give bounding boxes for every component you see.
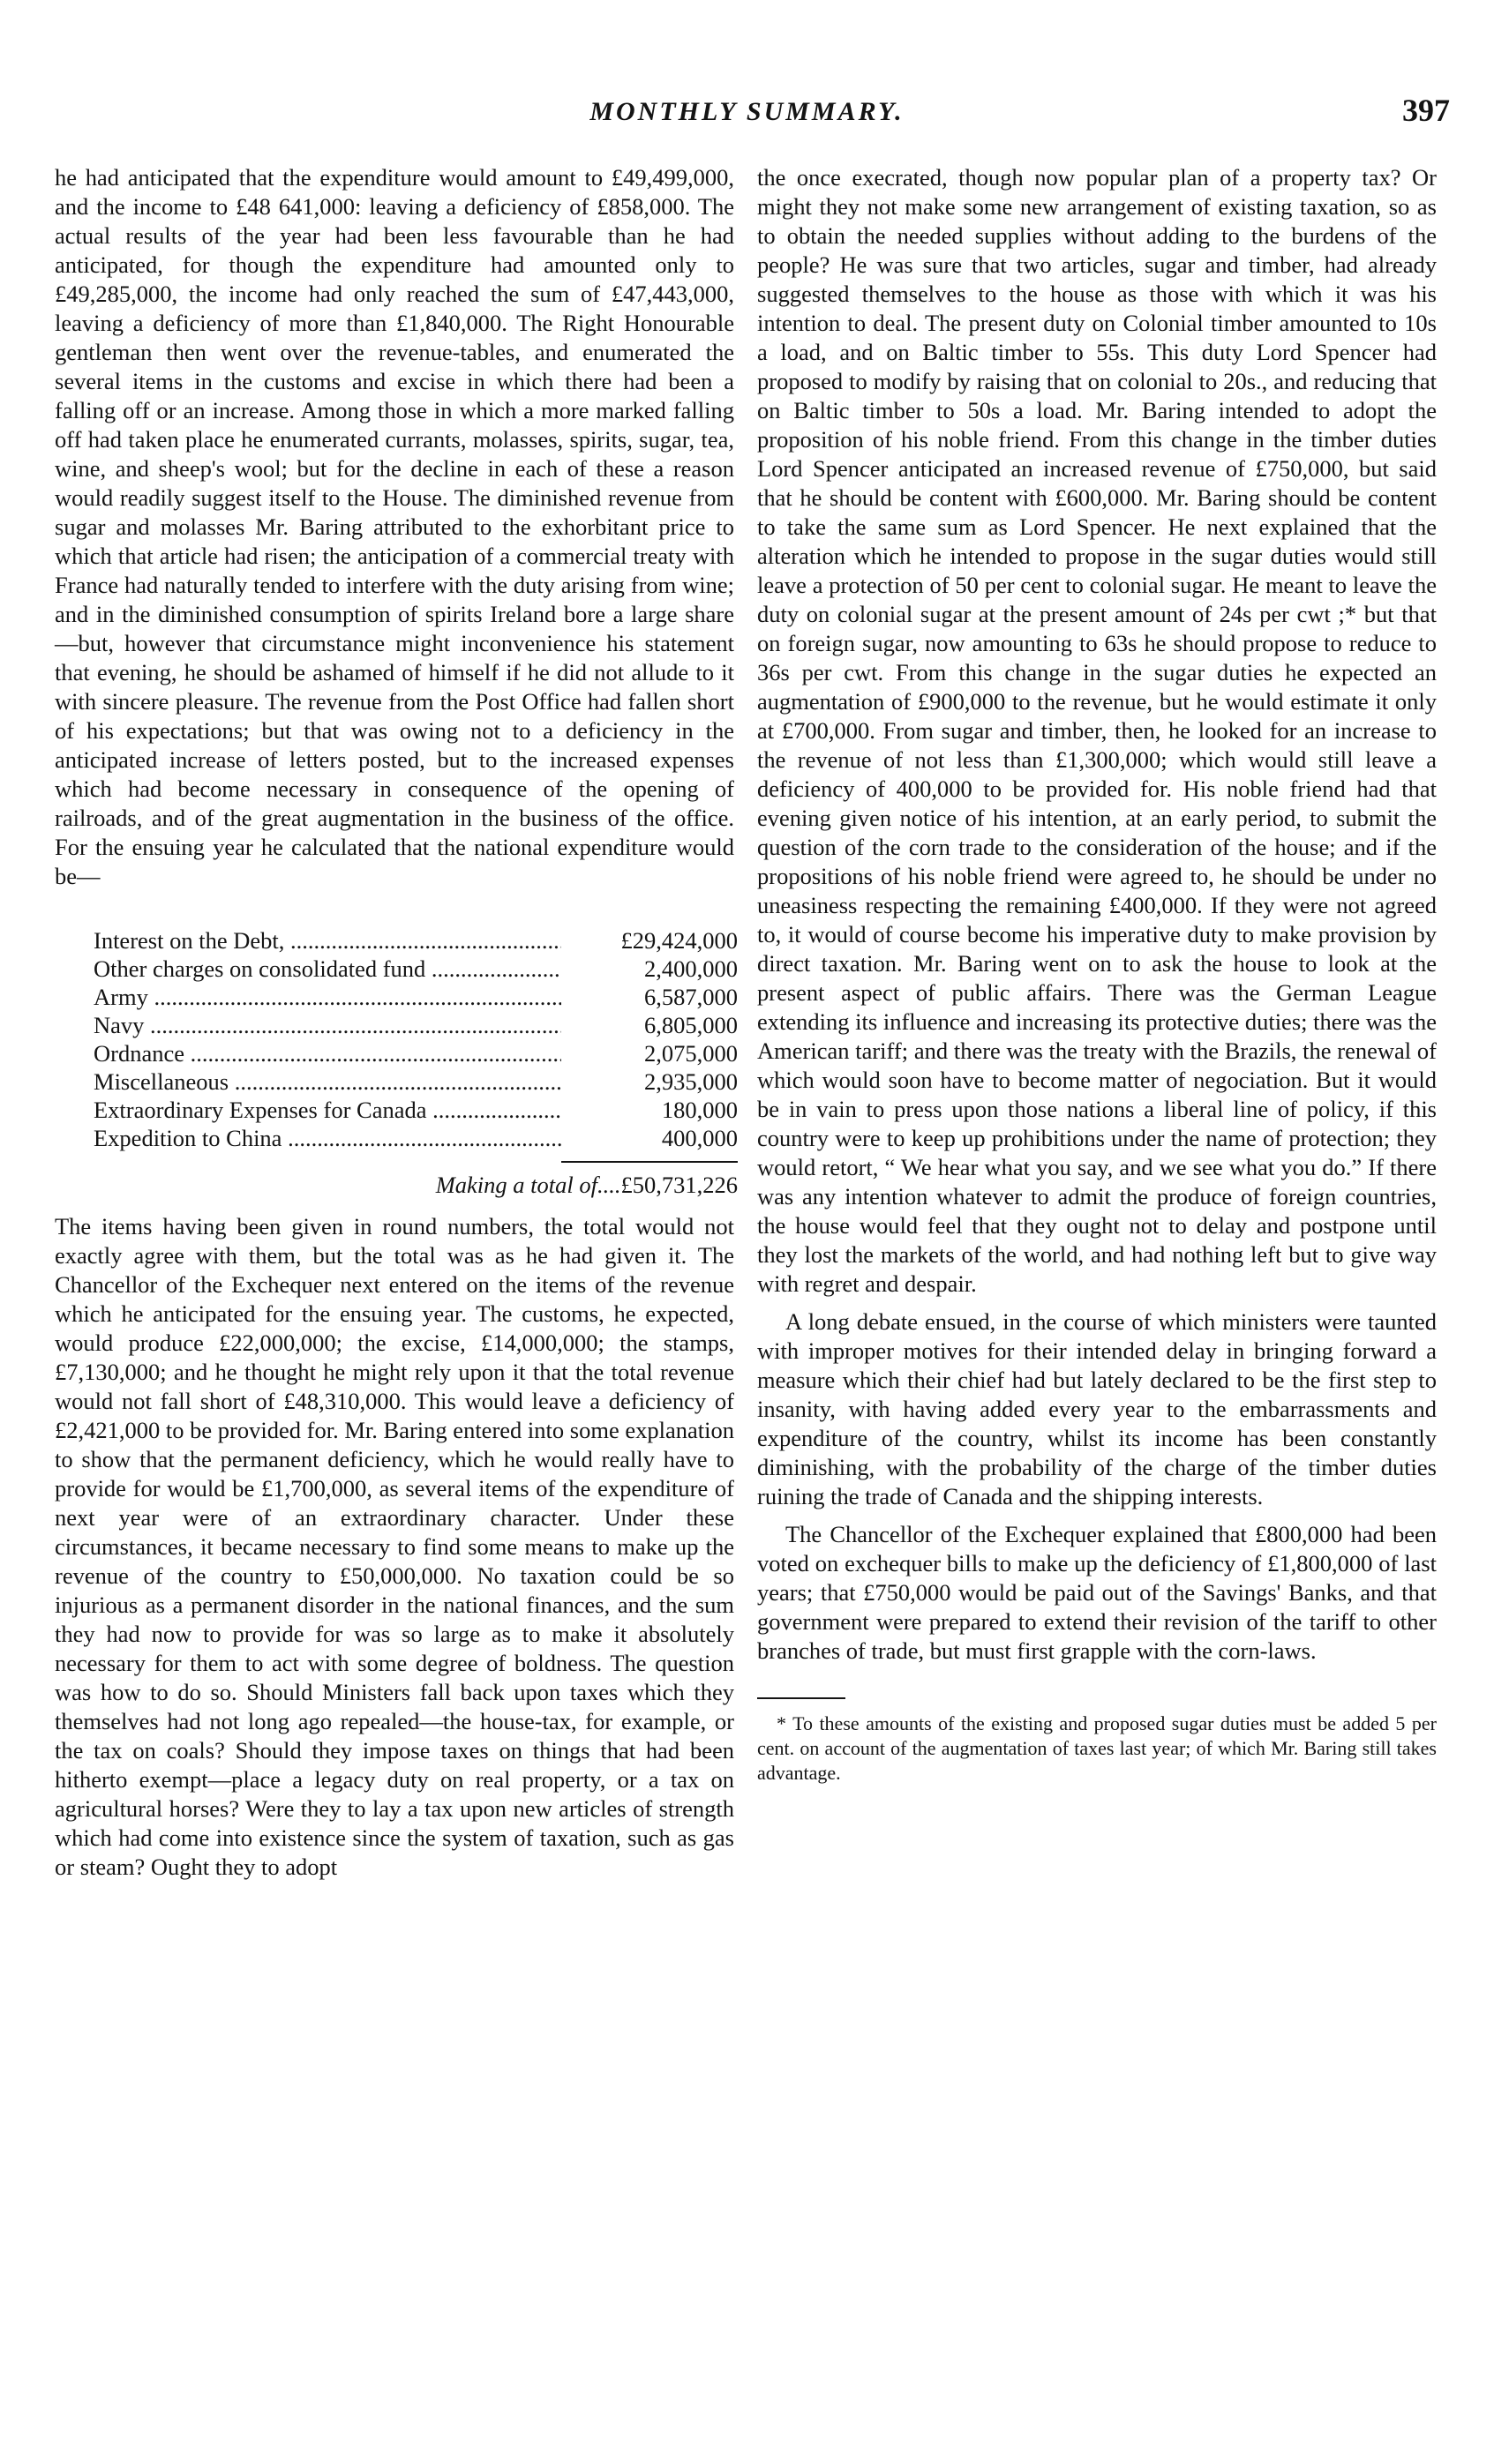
table-row bbox=[94, 983, 738, 1011]
row-label: Army ..... bbox=[94, 983, 561, 1011]
table-row bbox=[94, 926, 738, 955]
row-label: Expedition to China ..... bbox=[94, 1124, 561, 1152]
paragraph-revenue-estimates: The items having been given in round numbers, the total would not exactly agree with them, but the total was as he had given it. The Chancellor of the Exchequer next entered on the items of the revenue which he anticipated for the ensuing year. The customs, he expected, would produce £22,000,000; the excise, £14,000,000; the stamps, £7,130,000; and he thought he might rely upon it that the total revenue would not fall short of £48,310,000. This would leave a deficiency of £2,421,000 to be provided for. Mr. Baring entered into some explanation to show that the permanent deficiency, which he would really have to provide for would be £1,700,000, as several items of the expenditure of next year were of an extraordinary character. Under these circumstances, it became necessary to find some means to make up the revenue of the country to £50,000,000. No taxation could be so injurious as a permanent disorder in the national finances, and the sum they had now to provide for was so large as to make it absolutely necessary for them to act with some degree of boldness. The question was how to do so. Should Ministers fall back upon taxes which they themselves had not long ago repealed—the house-tax, for example, or the tax on coals? Should they impose taxes on things that had been hitherto exempt—place a legacy duty on real property, or a tax on agricultural horses? Were they to lay a tax upon new articles of strength which had come into existence since the system of taxation, such as gas or steam? Ought they to adopt bbox=[55, 1213, 734, 1880]
row-label: Navy ..... bbox=[94, 1011, 561, 1039]
row-label: Extraordinary Expenses for Canada ..... bbox=[94, 1096, 561, 1124]
paragraph-chancellor-reply: The Chancellor of the Exchequer explained that £800,000 had been voted on exchequer bills to make up the deficiency of £1,800,000 of last years; that £750,000 would be paid out of the Savings' Banks, and that government were prepared to extend their revision of the tariff to other branches of trade, but must first grapple with the corn-laws. bbox=[757, 1521, 1437, 1664]
row-amount: £29,424,000 bbox=[561, 926, 738, 955]
running-header: MONTHLY SUMMARY. bbox=[589, 97, 905, 126]
left-column bbox=[55, 163, 738, 1882]
table-row bbox=[94, 1067, 738, 1096]
table-row bbox=[94, 1096, 738, 1124]
row-label: Miscellaneous ..... bbox=[94, 1067, 561, 1096]
row-amount: 2,075,000 bbox=[561, 1039, 738, 1067]
row-label: Other charges on consolidated fund ..... bbox=[94, 955, 561, 983]
footnote-text: * To these amounts of the existing and proposed sugar duties must be added 5 per cent. on account of the augmentation of taxes last year; of which Mr. Baring still takes advantage. bbox=[757, 1712, 1437, 1784]
table-row bbox=[94, 1039, 738, 1067]
row-amount: 180,000 bbox=[561, 1096, 738, 1124]
paragraph-timber-sugar-duties: the once execrated, though now popular plan of a property tax? Or might they not make some new arrangement of existing taxation, so as to obtain the needed supplies without adding to the burdens of the people? He was sure that two articles, sugar and timber, had already suggested themselves to the house as those with which it was his intention to deal. The present duty on Colonial timber amounted to 10s a load, and on Baltic timber to 55s. This duty Lord Spencer had proposed to modify by raising that on colonial to 20s., and reducing that on Baltic timber to 50s a load. Mr. Baring intended to adopt the proposition of his noble friend. From this change in the timber duties Lord Spencer anticipated an increased revenue of £750,000, but said that he should be content with £600,000. Mr. Baring should be content to take the same sum as Lord Spencer. He next explained that the alteration which he intended to propose in the sugar duties would still leave a protection of 50 per cent to colonial sugar. He meant to leave the duty on colonial sugar at the present amount of 24s per cwt ;* but that on foreign sugar, now amounting to 63s he should propose to reduce to 36s per cwt. From this change in the sugar duties he expected an augmentation of £900,000 to the revenue, but he would estimate it only at £700,000. From sugar and timber, then, he looked for an increase to the revenue of not less than £1,300,000; which would still leave a deficiency of 400,000 to be provided for. His noble friend had that evening given notice of his intention, at an early period, to submit the question of the corn trade to the consideration of the house; and if the propositions of his noble friend were agreed to, he should be under no uneasiness respecting the remaining £400,000. If they were not agreed to, it would of course become his imperative duty to make provision by direct taxation. Mr. Baring went on to ask the house to look at the present aspect of public affairs. There was the German League extending its influence and increasing its protective duties; there was the American tariff; and there was the treaty with the Brazils, the renewal of which would soon have to become matter of negociation. But it would be in vain to press upon those nations a liberal line of policy, if this country were to keep up prohibitions under the name of protection; they would retort, “ We hear what you say, and we see what you do.” If there was any intention whatever to admit the produce of foreign countries, the house would feel that they ought not to delay and postpone until they lost the markets of the world, and had nothing left but to give way with regret and despair. bbox=[757, 164, 1437, 1297]
expenditure-table bbox=[94, 926, 738, 1200]
footnote-rule bbox=[757, 1697, 845, 1699]
page-number: 397 bbox=[1402, 93, 1450, 128]
row-amount: 6,587,000 bbox=[561, 983, 738, 1011]
row-label: Interest on the Debt, ..... bbox=[94, 926, 561, 955]
table-total bbox=[94, 1170, 738, 1200]
table-row bbox=[94, 955, 738, 983]
paragraph-budget-results: he had anticipated that the expenditure would amount to £49,499,000, and the income to £48 641,000: leaving a deficiency of £858,000. The actual results of the year had been less favourable than he had anticipated, for though the expenditure had amounted only to £49,285,000, the income had only reached the sum of £47,443,000, leaving a deficiency of more than £1,840,000. The Right Honourable gentleman then went over the revenue-tables, and enumerated the several items in the customs and excise in which there had been a falling off or an increase. Among those in which a more marked falling off had taken place he enumerated currants, molasses, spirits, sugar, tea, wine, and sheep's wool; but for the decline in each of these a reason would readily suggest itself to the House. The diminished revenue from sugar and molasses Mr. Baring attributed to the exhorbitant price to which that article had risen; the anticipation of a commercial treaty with France had naturally tended to interfere with the duty arising from wine; and in the diminished consumption of spirits Ireland bore a large share—but, however that circumstance might inconvenience his statement that evening, he should be ashamed of himself if he did not allude to it with sincere pleasure. The revenue from the Post Office had fallen short of his expectations; but that was owing not to a deficiency in the anticipated increase of letters posted, but to the increased expenses which had become necessary in consequence of the opening of railroads, and of the great augmentation in the business of the office. For the ensuing year he calculated that the national expenditure would be— bbox=[55, 164, 734, 889]
row-amount: 400,000 bbox=[561, 1124, 738, 1152]
total-label: Making a total of.... bbox=[435, 1172, 621, 1198]
total-rule bbox=[561, 1161, 738, 1170]
total-amount: £50,731,226 bbox=[620, 1172, 738, 1198]
footnote bbox=[757, 1711, 1437, 1786]
paragraph-debate: A long debate ensued, in the course of which ministers were taunted with improper motives for their intended delay in bringing forward a measure which their chief had but lately declared to be the first step to insanity, with having added every year to the embarrassments and expenditure of the country, whilst its income has been constantly diminishing, with the probability of the charge of the timber duties ruining the trade of Canada and the shipping interests. bbox=[757, 1308, 1437, 1509]
table-row bbox=[94, 1124, 738, 1152]
row-amount: 6,805,000 bbox=[561, 1011, 738, 1039]
row-amount: 2,400,000 bbox=[561, 955, 738, 983]
right-column bbox=[757, 163, 1437, 1786]
row-label: Ordnance ..... bbox=[94, 1039, 561, 1067]
table-row bbox=[94, 1011, 738, 1039]
row-amount: 2,935,000 bbox=[561, 1067, 738, 1096]
